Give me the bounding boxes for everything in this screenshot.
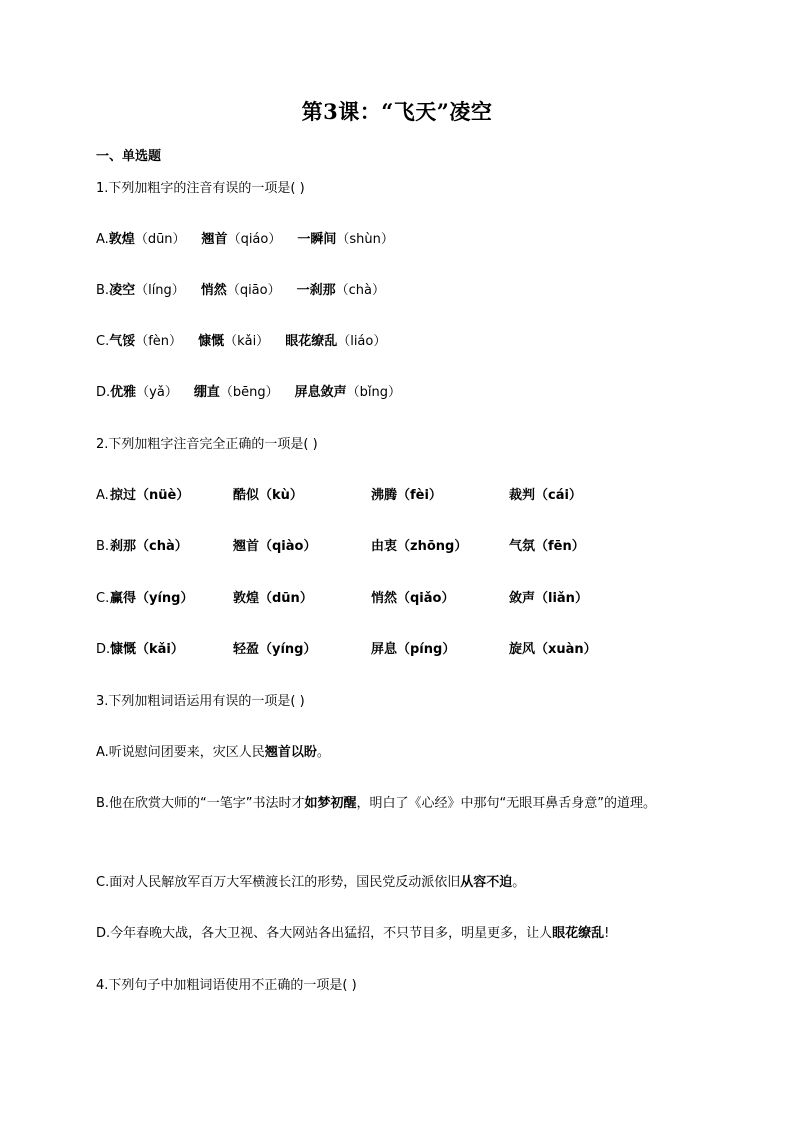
section-heading: 一、单选题 [96, 149, 162, 164]
question-1-option-d: D.优雅（yǎ） 绷直（bēng） 屏息敛声（bǐng） [96, 385, 401, 400]
question-3-option-b: B.他在欣赏大师的“一笔字”书法时才如梦初醒，明白了《心经》中那句“无眼耳鼻舌身意”的道理。 [96, 796, 657, 811]
option-cell: 慷慨（kǎi） [110, 642, 184, 657]
question-3-option-d: D.今年春晚大战，各大卫视、各大网站各出猛招，不只节目多，明星更多，让人眼花缭乱! [96, 926, 610, 941]
page-title: 第3课：“飞天”凌空 [301, 99, 493, 124]
option-cell: 轻盈（yíng） [233, 642, 317, 657]
question-2-option-d [96, 641, 716, 659]
option-cell: 沸腾（fèi） [371, 488, 442, 503]
question-1-stem: 1.下列加粗字的注音有误的一项是( ) [96, 181, 305, 196]
question-2-option-b [96, 538, 716, 556]
option-label: D. [96, 642, 111, 657]
question-3-option-a: A.听说慰问团要来，灾区人民翘首以盼。 [96, 745, 330, 760]
option-label: B. [96, 539, 110, 554]
option-cell: 裁判（cái） [509, 488, 582, 503]
option-cell: 由衷（zhōng） [371, 539, 468, 554]
question-2-option-c [96, 590, 716, 608]
question-1-option-b: B.凌空（líng） 悄然（qiāo） 一刹那（chà） [96, 283, 385, 298]
option-cell: 敦煌（dūn） [233, 591, 313, 606]
option-cell: 屏息（píng） [371, 642, 456, 657]
option-cell: 旋风（xuàn） [509, 642, 597, 657]
option-cell: 赢得（yíng） [110, 591, 194, 606]
option-cell: 酷似（kù） [233, 488, 303, 503]
option-cell: 敛声（liǎn） [509, 591, 588, 606]
option-cell: 掠过（nüè） [110, 488, 190, 503]
question-4-stem: 4.下列句子中加粗词语使用不正确的一项是( ) [96, 978, 357, 993]
question-2-option-a [96, 487, 716, 505]
option-cell: 气氛（fēn） [509, 539, 585, 554]
question-1-option-c: C.气馁（fèn） 慷慨（kǎi） 眼花缭乱（liáo） [96, 334, 387, 349]
question-3-stem: 3.下列加粗词语运用有误的一项是( ) [96, 694, 305, 709]
option-cell: 刹那（chà） [110, 539, 188, 554]
option-cell: 悄然（qiǎo） [371, 591, 455, 606]
question-1-option-a: A.敦煌（dūn） 翘首（qiáo） 一瞬间（shùn） [96, 232, 394, 247]
option-label: C. [96, 591, 110, 606]
option-cell: 翘首（qiào） [233, 539, 317, 554]
question-3-option-c: C.面对人民解放军百万大军横渡长江的形势，国民党反动派依旧从容不迫。 [96, 875, 526, 890]
option-label: A. [96, 488, 109, 503]
question-2-stem: 2.下列加粗字注音完全正确的一项是( ) [96, 437, 318, 452]
